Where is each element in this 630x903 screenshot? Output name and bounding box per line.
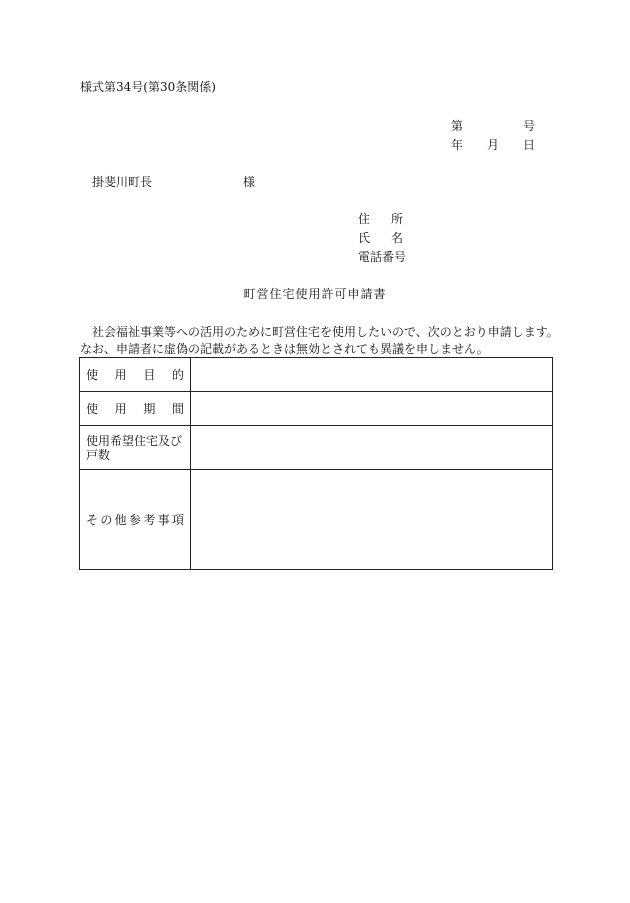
- form-value-housing[interactable]: [191, 426, 553, 470]
- applicant-phone-label: 電話番号: [358, 250, 407, 264]
- applicant-address-label: 住 所: [358, 212, 404, 226]
- form-label-other: そ の 他 参 考 事 項: [80, 470, 191, 570]
- date-day: 日: [523, 138, 536, 152]
- form-row-purpose: [80, 358, 553, 392]
- form-row-other: [80, 470, 553, 570]
- form-value-other[interactable]: [191, 470, 553, 570]
- application-form-table: [79, 357, 553, 570]
- addressee-honorific: 様: [243, 175, 256, 189]
- document-number-suffix: 号: [523, 119, 536, 133]
- addressee-name: 掛斐川町長: [92, 175, 153, 189]
- form-row-housing: [80, 426, 553, 470]
- form-value-period[interactable]: [191, 392, 553, 426]
- intro-text: [80, 324, 559, 358]
- form-value-purpose[interactable]: [191, 358, 553, 392]
- applicant-block: [358, 212, 406, 269]
- date-year: 年: [451, 138, 464, 152]
- form-label-period: 使 用 期 間: [80, 392, 191, 426]
- form-label-purpose: 使 用 目 的: [80, 358, 191, 392]
- form-number: 様式第34号(第30条関係): [80, 80, 216, 94]
- date-month: 月: [487, 138, 500, 152]
- applicant-name-label: 氏 名: [358, 231, 404, 245]
- intro-line-1: 社会福祉事業等への活用のために町営住宅を使用したいので、次のとおり申請します。: [92, 325, 559, 339]
- form-label-housing: 使用希望住宅及び戸数: [80, 426, 191, 470]
- document-title: 町営住宅使用許可申請書: [243, 287, 387, 301]
- document-number-prefix: 第: [451, 119, 464, 133]
- form-row-period: [80, 392, 553, 426]
- intro-line-2: なお、申請者に虚偽の記載があるときは無効とされても異議を申しません。: [80, 342, 489, 356]
- addressee: [92, 175, 256, 189]
